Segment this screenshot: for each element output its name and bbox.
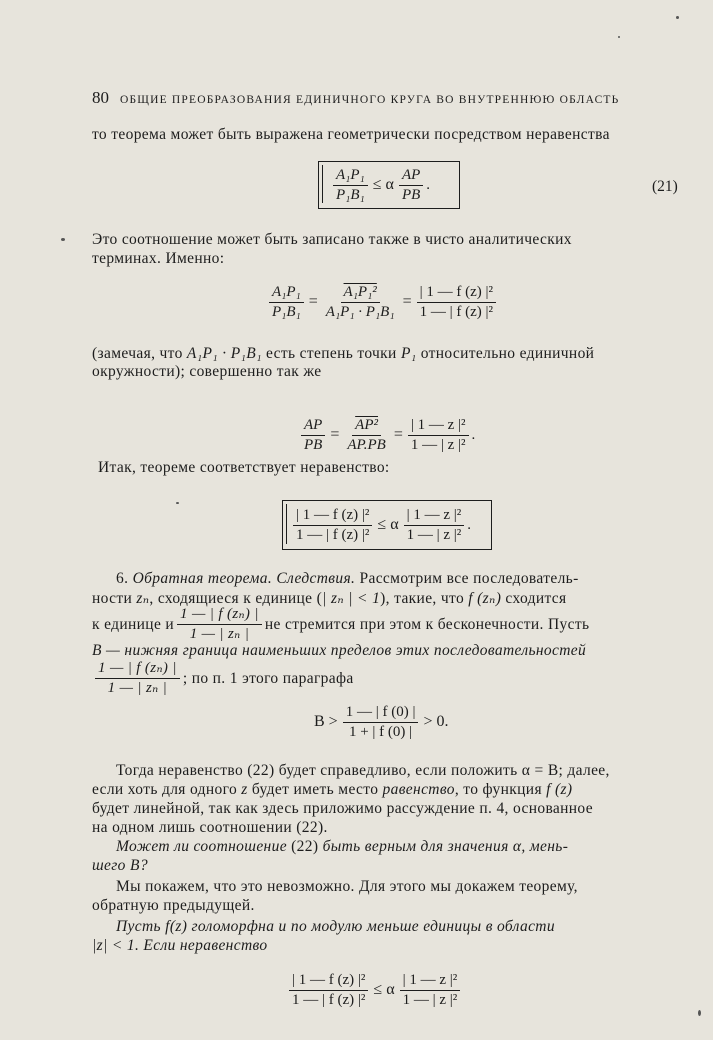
text-line: Мы покажем, что это невозможно. Для этого мы докажем теорему, xyxy=(116,878,578,895)
text-line: на одном лишь соотношении (22). xyxy=(92,819,328,836)
inequality-21: $\frac{\text{A₁P₁}}{\text{P₁B₁}}$ ≤ α $\frac{AP}{PB}$ . xyxy=(330,165,430,205)
inequality-final: $\frac{\text{| 1 — f (z) |²}}{\text{1 — | f (z) |²}}$ ≤ α $\frac{\text{| 1 — z |²}}{\text{1 — | z |²}}$ xyxy=(286,968,463,1012)
text-line: будет линейной, так как здесь приложимо рассуждение п. 4, основанное xyxy=(92,800,593,817)
text-line: окружности); совершенно так же xyxy=(92,363,322,380)
text-line: Тогда неравенство (22) будет справедливо, если положить α = B; далее, xyxy=(116,762,610,779)
page-number: 80 xyxy=(92,88,109,107)
inequality-22: $\frac{\text{| 1 — f (z) |²}}{\text{1 — | f (z) |²}}$ ≤ α $\frac{\text{| 1 — z |²}}{\text{1 — | z |²}}$ . xyxy=(290,505,471,545)
paper-speck xyxy=(176,502,179,504)
text-line: Итак, теореме соответствует неравенство: xyxy=(98,459,390,476)
text-line: Это соотношение может быть записано также в чисто аналитических xyxy=(92,231,572,248)
text-line: к единице и $\frac{\text{1 — | f (zₙ) |}}{\text{1 — | zₙ |}}$ не стремится при этом к бесконечности. Пусть xyxy=(92,606,590,642)
lower-bound-formula: B > $\frac{1 — | f (0) |}{1 + | f (0) |}$ > 0. xyxy=(314,703,449,740)
text-line: |z| < 1. Если неравенство xyxy=(92,937,268,954)
paper-speck xyxy=(676,16,679,19)
text-line: шего B? xyxy=(92,857,148,874)
paper-speck xyxy=(698,1010,701,1016)
analytic-identity-1: $\frac{\text{A₁P₁}}{\text{P₁B₁}}$ = $\frac{\text{A₁P₁²}}{\text{A₁P₁ · P₁B₁}}$ = $\frac{\text{| 1 — f (z) |²}}{\text{1 — | f (z) |²}}$ xyxy=(266,282,499,322)
text-line: терминах. Именно: xyxy=(92,250,225,267)
text-line: Может ли соотношение (22) быть верным для значения α, мень- xyxy=(116,838,569,855)
text-line: то теорема может быть выражена геометрически посредством неравенства xyxy=(92,126,610,143)
analytic-identity-2: $\frac{AP}{PB}$ = $\frac{\text{AP²}}{AP.PB}$ = $\frac{\text{| 1 — z |²}}{\text{1 — | z |²}}$ . xyxy=(298,415,475,455)
text-line: Пусть f(z) голоморфна и по модулю меньше единицы в области xyxy=(116,918,555,935)
text-line: обратную предыдущей. xyxy=(92,897,255,914)
paper-speck xyxy=(61,238,65,241)
section-heading: 6. Обратная теорема. Следствия. Рассмотрим все последователь- xyxy=(116,570,579,587)
text-line: $\frac{\text{1 — | f (zₙ) |}}{\text{1 — | zₙ |}}$ ; по п. 1 этого параграфа xyxy=(92,660,354,697)
text-line: B — нижняя граница наименьших пределов этих последовательностей xyxy=(92,642,587,659)
equation-number-21: (21) xyxy=(652,178,678,195)
paper-speck xyxy=(618,36,620,38)
running-title: ОБЩИЕ ПРЕОБРАЗОВАНИЯ ЕДИНИЧНОГО КРУГА ВО ВНУТРЕННЮЮ ОБЛАСТЬ xyxy=(120,94,620,106)
text-line: (замечая, что A₁P₁ · P₁B₁ есть степень точки P₁ относительно единичной xyxy=(92,345,595,362)
text-line: ности zₙ, сходящиеся к единице (| zₙ | < 1), такие, что f (zₙ) сходится xyxy=(92,590,567,607)
text-line: если хоть для одного z будет иметь место равенство, то функция f (z) xyxy=(92,781,573,798)
